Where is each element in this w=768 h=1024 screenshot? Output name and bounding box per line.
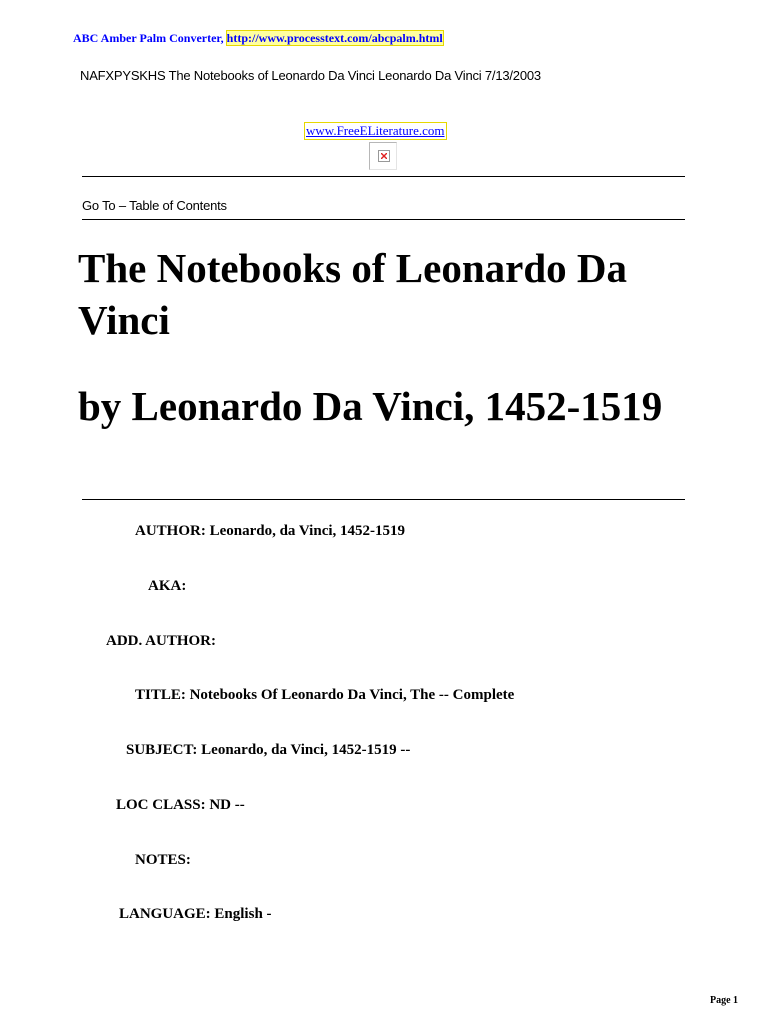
divider	[82, 176, 685, 177]
converter-link[interactable]: http://www.processtext.com/abcpalm.html	[226, 31, 443, 45]
meta-notes: NOTES:	[135, 852, 191, 868]
converter-label: ABC Amber Palm Converter,	[73, 31, 227, 45]
converter-credit	[73, 31, 443, 46]
divider	[82, 219, 685, 220]
meta-author: AUTHOR: Leonardo, da Vinci, 1452-1519	[135, 523, 406, 539]
meta-subject: SUBJECT: Leonardo, da Vinci, 1452-1519 --	[126, 742, 411, 758]
meta-loc-class: LOC CLASS: ND --	[116, 797, 245, 813]
free-literature-link[interactable]: www.FreeELiterature.com	[306, 123, 445, 138]
meta-aka: AKA:	[148, 578, 187, 594]
divider	[82, 499, 685, 500]
book-byline: by Leonardo Da Vinci, 1452-1519	[78, 383, 663, 429]
meta-language: LANGUAGE: English -	[119, 906, 272, 922]
meta-add-author: ADD. AUTHOR:	[106, 633, 217, 649]
document-header: NAFXPYSKHS The Notebooks of Leonardo Da Vinci Leonardo Da Vinci 7/13/2003	[80, 68, 541, 83]
page-number: Page 1	[710, 995, 739, 1006]
goto-table-of-contents[interactable]: Go To – Table of Contents	[82, 198, 227, 213]
book-title: The Notebooks of Leonardo Da Vinci	[78, 245, 627, 343]
meta-title: TITLE: Notebooks Of Leonardo Da Vinci, The -- Complete	[135, 687, 515, 703]
broken-image-icon	[369, 142, 397, 170]
